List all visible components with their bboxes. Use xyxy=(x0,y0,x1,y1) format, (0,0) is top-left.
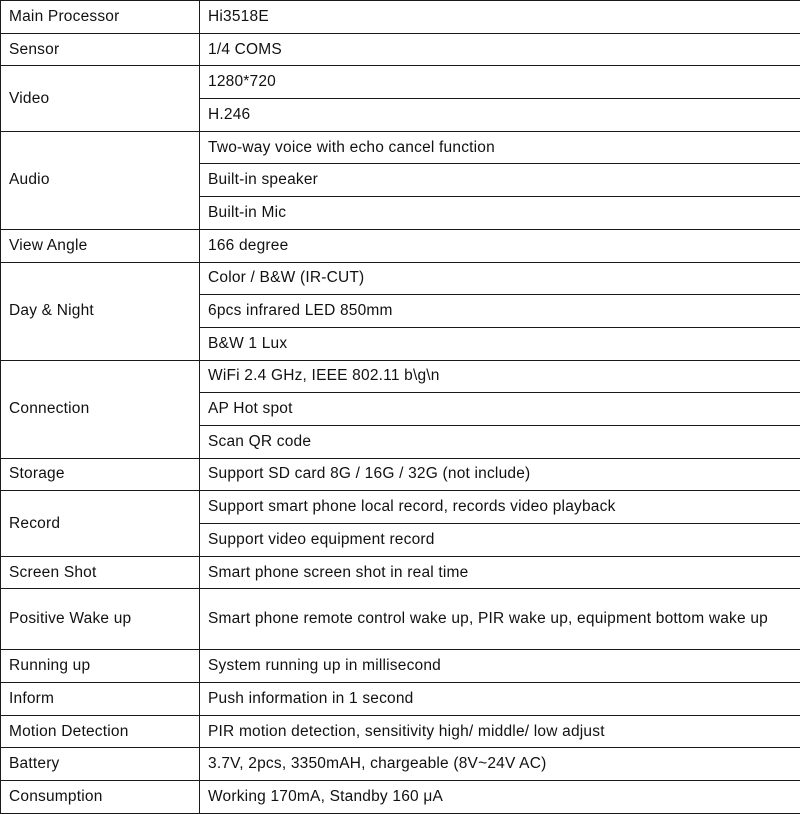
table-row xyxy=(1,33,800,66)
spec-label: Motion Detection xyxy=(1,715,200,748)
table-row xyxy=(1,491,800,524)
spec-value: B&W 1 Lux xyxy=(200,327,800,360)
spec-label: Record xyxy=(1,491,200,556)
spec-label: Storage xyxy=(1,458,200,491)
spec-value: Smart phone screen shot in real time xyxy=(200,556,800,589)
spec-value: AP Hot spot xyxy=(200,393,800,426)
spec-value: Built-in Mic xyxy=(200,197,800,230)
spec-label: Consumption xyxy=(1,781,200,814)
spec-label: Positive Wake up xyxy=(1,589,200,650)
table-row xyxy=(1,360,800,393)
spec-value: 6pcs infrared LED 850mm xyxy=(200,295,800,328)
spec-label: Connection xyxy=(1,360,200,458)
spec-value: Built-in speaker xyxy=(200,164,800,197)
table-row xyxy=(1,262,800,295)
spec-label: Inform xyxy=(1,683,200,716)
table-row xyxy=(1,1,800,34)
spec-value: System running up in millisecond xyxy=(200,650,800,683)
spec-value: Working 170mA, Standby 160 μA xyxy=(200,781,800,814)
spec-label: View Angle xyxy=(1,229,200,262)
spec-label: Audio xyxy=(1,131,200,229)
table-row xyxy=(1,715,800,748)
table-row xyxy=(1,683,800,716)
spec-label: Battery xyxy=(1,748,200,781)
table-row xyxy=(1,556,800,589)
spec-label: Sensor xyxy=(1,33,200,66)
spec-value: 1/4 COMS xyxy=(200,33,800,66)
table-row xyxy=(1,748,800,781)
table-row xyxy=(1,131,800,164)
spec-value: Scan QR code xyxy=(200,425,800,458)
spec-value: Push information in 1 second xyxy=(200,683,800,716)
spec-value: 3.7V, 2pcs, 3350mAH, chargeable (8V~24V AC) xyxy=(200,748,800,781)
table-row xyxy=(1,650,800,683)
spec-label: Day & Night xyxy=(1,262,200,360)
spec-value: Color / B&W (IR-CUT) xyxy=(200,262,800,295)
spec-value: PIR motion detection, sensitivity high/ middle/ low adjust xyxy=(200,715,800,748)
spec-value: Support video equipment record xyxy=(200,524,800,557)
spec-label: Screen Shot xyxy=(1,556,200,589)
spec-value: Hi3518E xyxy=(200,1,800,34)
table-row xyxy=(1,458,800,491)
table-row xyxy=(1,589,800,650)
spec-value: Two-way voice with echo cancel function xyxy=(200,131,800,164)
spec-value: H.246 xyxy=(200,99,800,132)
table-row xyxy=(1,229,800,262)
spec-value: Smart phone remote control wake up, PIR wake up, equipment bottom wake up xyxy=(200,589,800,650)
spec-value: Support smart phone local record, records video playback xyxy=(200,491,800,524)
spec-label: Video xyxy=(1,66,200,131)
spec-value: Support SD card 8G / 16G / 32G (not include) xyxy=(200,458,800,491)
spec-value: 166 degree xyxy=(200,229,800,262)
table-row xyxy=(1,66,800,99)
spec-label: Running up xyxy=(1,650,200,683)
spec-value: 1280*720 xyxy=(200,66,800,99)
spec-value: WiFi 2.4 GHz, IEEE 802.11 b\g\n xyxy=(200,360,800,393)
spec-label: Main Processor xyxy=(1,1,200,34)
table-row xyxy=(1,781,800,814)
